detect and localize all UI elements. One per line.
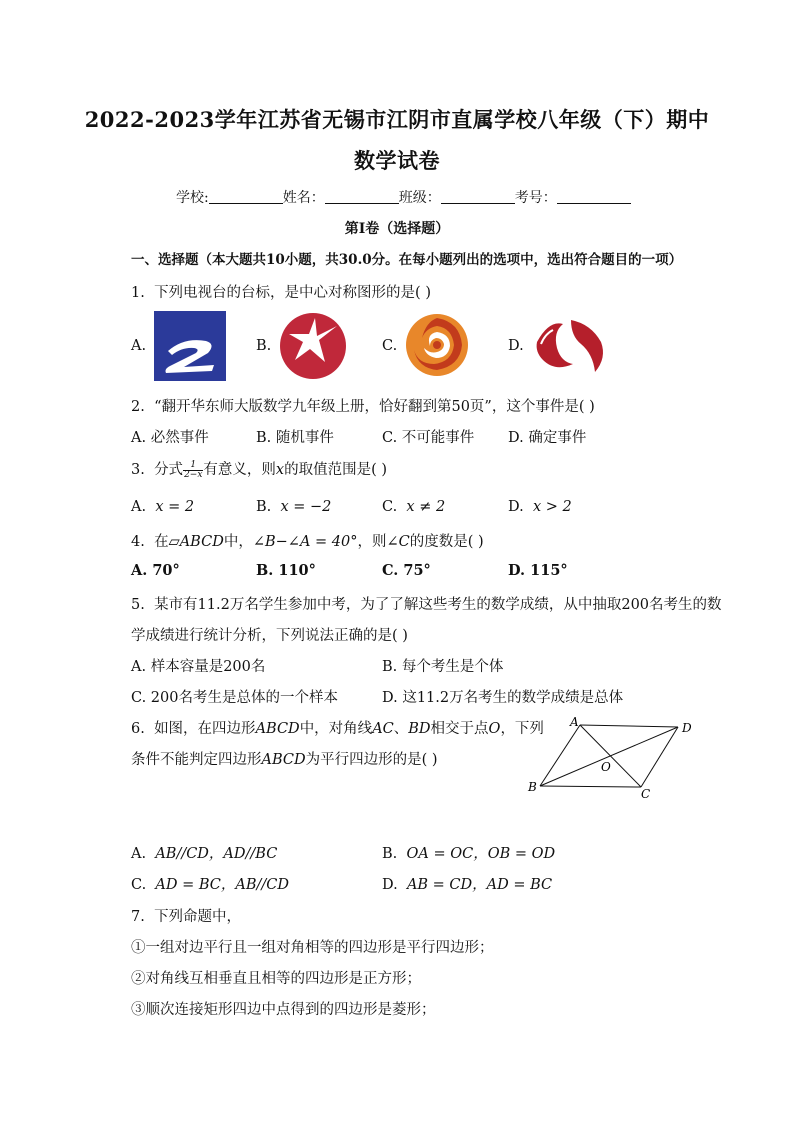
q4-option-a[interactable]: A. 70° <box>131 562 180 579</box>
q7-statement-3: ③顺次连接矩形四边中点得到的四边形是菱形； <box>131 1002 436 1018</box>
name-label: 姓名： <box>282 190 325 206</box>
q3-fraction: $\frac{1}{2-x}$ <box>184 459 203 480</box>
q6-option-a[interactable]: A. AB//CD，AD//BC <box>131 846 278 862</box>
question-5-line2: 学成绩进行统计分析，下列说法正确的是( ) <box>131 628 408 644</box>
question-6-line2: 条件不能判定四边形ABCD为平行四边形的是( ) <box>131 752 438 768</box>
q5-option-a[interactable]: A. 样本容量是200名 <box>131 659 266 675</box>
q5-option-d[interactable]: D. 这11.2万名考生的数学成绩是总体 <box>382 690 624 706</box>
q1-option-b-label[interactable]: B. <box>256 338 272 354</box>
exam-title-line1: 2022-2023学年江苏省无锡市江阴市直属学校八年级（下）期中 <box>84 107 710 132</box>
class-label: 班级： <box>398 190 441 206</box>
question-1-text: 下列电视台的台标，是中心对称图形的是( ) <box>154 285 431 301</box>
q4-option-d[interactable]: D. 115° <box>508 562 568 579</box>
question-2: 2. “翻开华东师大版数学九年级上册，恰好翻到第50页”，这个事件是( ) <box>131 399 595 415</box>
question-6-line1: 6. 如图，在四边形ABCD中，对角线AC、BD相交于点O，下列 <box>131 721 544 737</box>
question-4: 4. 在▱ABCD中，∠B−∠A = 40°，则∠C的度数是( ) <box>131 534 484 550</box>
q1-option-a-label[interactable]: A. <box>131 338 147 354</box>
q6-option-b[interactable]: B. OA = OC，OB = OD <box>382 846 556 862</box>
red-curved-logo-icon <box>531 314 607 380</box>
q3-option-a[interactable]: A. x = 2 <box>131 499 195 515</box>
parallelogram-figure <box>524 714 696 802</box>
class-blank[interactable] <box>441 189 515 204</box>
student-info-row <box>176 187 631 207</box>
q2-option-c[interactable]: C. 不可能事件 <box>382 430 475 446</box>
vertex-d-label: D <box>682 721 692 735</box>
q3-option-c[interactable]: C. x ≠ 2 <box>382 499 446 515</box>
vertex-b-label: B <box>528 780 537 794</box>
school-blank[interactable] <box>209 189 283 204</box>
question-1: 1. 下列电视台的台标，是中心对称图形的是( ) <box>131 285 431 301</box>
question-5-line1: 5. 某市有11.2万名学生参加中考，为了了解这些考生的数学成绩，从中抽取200名考生的数 <box>131 597 722 613</box>
intersection-o-label: O <box>601 760 611 774</box>
q5-option-c[interactable]: C. 200名考生是总体的一个样本 <box>131 690 338 706</box>
q1-option-c-label[interactable]: C. <box>382 338 398 354</box>
q7-statement-1: ①一组对边平行且一组对角相等的四边形是平行四边形； <box>131 940 494 956</box>
diagonal-bd <box>540 727 678 786</box>
edge-cb <box>540 786 641 787</box>
edge-dc <box>641 727 678 787</box>
vertex-c-label: C <box>641 787 651 801</box>
q2-option-b[interactable]: B. 随机事件 <box>256 430 334 446</box>
q7-statement-2: ②对角线互相垂直且相等的四边形是正方形； <box>131 971 421 987</box>
question-7: 7. 下列命题中， <box>131 909 242 925</box>
q3-option-b[interactable]: B. x = −2 <box>256 499 332 515</box>
question-2-text: “翻开华东师大版数学九年级上册，恰好翻到第50页”，这个事件是( ) <box>154 399 595 415</box>
q2-option-a[interactable]: A. 必然事件 <box>131 430 209 446</box>
q2-option-d[interactable]: D. 确定事件 <box>508 430 587 446</box>
edge-ad <box>580 725 678 727</box>
q4-option-c[interactable]: C. 75° <box>382 562 431 579</box>
name-blank[interactable] <box>325 189 399 204</box>
q5-option-b[interactable]: B. 每个考生是个体 <box>382 659 504 675</box>
q3-option-d[interactable]: D. x > 2 <box>508 499 572 515</box>
phoenix-swirl-logo-icon <box>404 312 470 378</box>
q4-option-b[interactable]: B. 110° <box>256 562 316 579</box>
blue-square-logo-icon <box>154 311 226 381</box>
exam-title-line2: 数学试卷 <box>354 148 440 173</box>
vertex-a-label: A <box>570 715 579 729</box>
exam-no-blank[interactable] <box>557 189 631 204</box>
edge-ba <box>540 725 580 786</box>
red-star-circle-logo-icon <box>279 312 347 380</box>
exam-no-label: 考号： <box>514 190 557 206</box>
school-label: 学校: <box>176 190 209 206</box>
question-3: 3. 分式 $\frac{1}{2-x}$ 有意义，则x的取值范围是( ) <box>131 459 388 480</box>
section-one-heading: 一、选择题（本大题共10小题，共30.0分。在每小题列出的选项中，选出符合题目的一项） <box>131 252 683 268</box>
volume-title: 第I卷（选择题） <box>344 221 450 237</box>
q6-option-c[interactable]: C. AD = BC，AB//CD <box>131 877 290 893</box>
q1-option-d-label[interactable]: D. <box>508 338 524 354</box>
q6-option-d[interactable]: D. AB = CD，AD = BC <box>382 877 553 893</box>
